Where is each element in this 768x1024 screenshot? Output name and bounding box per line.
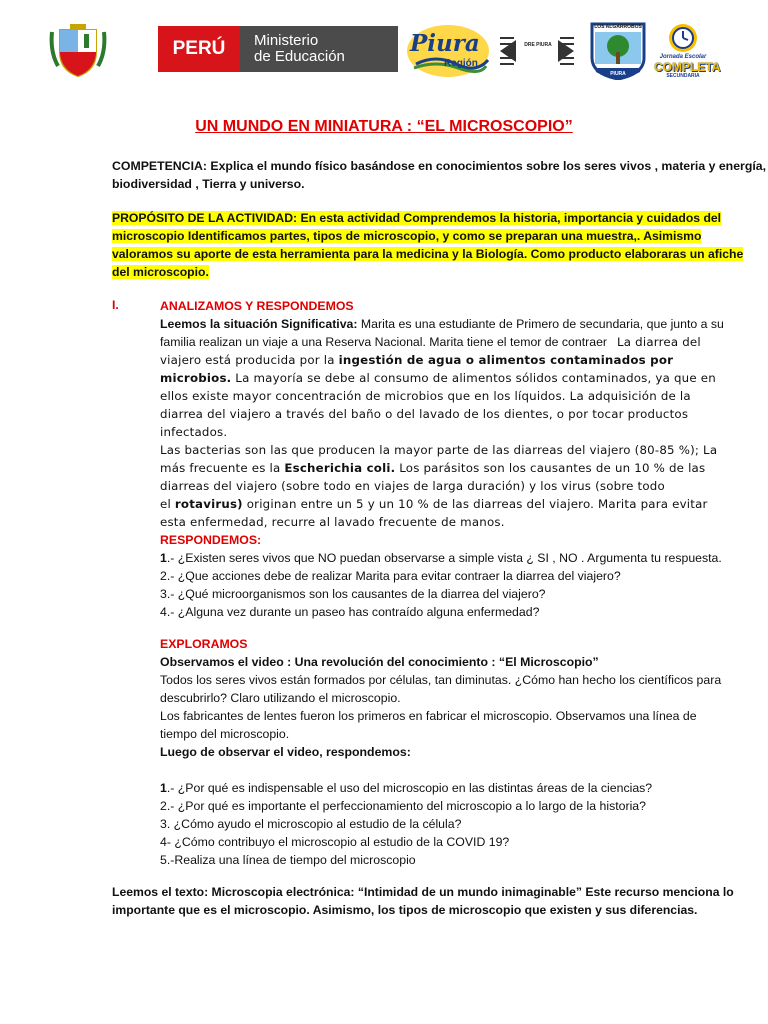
bacterias-line4a: el (160, 497, 175, 511)
bacterias-line3: diarreas del viajero (sobre todo en viajes de larga duración) y los virus (sobre todo (160, 479, 665, 493)
bacterias-line2c: Los parásitos son los causantes de un 10 % de las (395, 461, 706, 475)
competencia-label: COMPETENCIA: (112, 159, 207, 173)
situacion-line4a: microbios. (160, 371, 232, 385)
question-1: .- ¿Existen seres vivos que NO puedan observarse a simple vista ¿ SI , NO . Argumenta tu respuesta. (166, 551, 722, 565)
los-algarrobos-logo (588, 22, 648, 80)
proposito-line3: valoramos su aporte de esta herramienta para la medicina y la Biología. Como producto elaboraras un afiche (112, 247, 744, 261)
explora-line1: Todos los seres vivos están formados por células, tan diminutas. ¿Cómo han hecho los científicos para (160, 673, 722, 687)
proposito-paragraph (112, 209, 744, 281)
exploramos-label: EXPLORAMOS (160, 637, 248, 651)
situacion-line6: diarrea del viajero a través del baño o del lavado de los dientes, o por tocar productos (160, 407, 689, 421)
leemos-paragraph (112, 883, 734, 919)
section-number: I. (112, 298, 119, 312)
peru-coat-of-arms-icon (48, 22, 108, 80)
piura-region-logo (406, 24, 490, 78)
situacion-line3a: viajero está producida por la (160, 353, 339, 367)
situacion-line3b: ingestión de agua o alimentos contaminados por (338, 353, 674, 367)
situacion-line4b: La mayoría se debe al consumo de alimentos sólidos contaminados, ya que en (231, 371, 716, 385)
ministerio-label (240, 26, 398, 72)
ministerio-line2: de Educación (254, 48, 345, 65)
section-body (160, 297, 724, 621)
question-4: 4.- ¿Alguna vez durante un paseo has contraído alguna enfermedad? (160, 605, 540, 619)
video-label: Observamos el video : Una revolución del conocimiento : “El Microscopio” (160, 655, 599, 669)
situacion-line7: infectados. (160, 425, 228, 439)
exploramos-section (160, 635, 720, 869)
bacterias-line1: Las bacterias son las que producen la mayor parte de las diarreas del viajero (80-85 %); La (160, 443, 718, 457)
prompt-4: 4- ¿Cómo contribuyo el microscopio al estudio de la COVID 19? (160, 835, 510, 849)
proposito-line1: PROPÓSITO DE LA ACTIVIDAD: En esta actividad Comprendemos la historia, importancia y cuidados del (112, 211, 722, 225)
proposito-line2: microscopio Identificamos partes, tipos de microscopio, y como se preparan una muestra,. Asimismo (112, 229, 702, 243)
prompt-5: 5.-Realiza una línea de tiempo del microscopio (160, 853, 416, 867)
bacterias-line4b: rotavirus) (174, 497, 243, 511)
respondemos-label: RESPONDEMOS: (160, 533, 262, 547)
piura-sub: Región (444, 58, 478, 69)
competencia-paragraph (112, 157, 766, 193)
situacion-line2a: familia realizan un viaje a una Reserva Nacional. Marita tiene el temor de contraer (160, 335, 608, 349)
page-title: UN MUNDO EN MINIATURA : “EL MICROSCOPIO” (195, 118, 573, 135)
prompt-1: .- ¿Por qué es indispensable el uso del microscopio en las distintas áreas de la ciencias? (166, 781, 653, 795)
header-banner (48, 22, 721, 80)
situacion-line1: Marita es una estudiante de Primero de secundaria, que junto a su (357, 317, 724, 331)
bacterias-line2a: más frecuente es la (160, 461, 285, 475)
leemos-line1: Leemos el texto: Microscopia electrónica: “Intimidad de un mundo inimaginable” Este recurso menciona lo (112, 885, 734, 899)
jornada-escolar-logo (654, 22, 721, 80)
jornada-top: Jornada Escolar (659, 54, 707, 60)
competencia-line1: Explica el mundo físico basándose en conocimientos sobre los seres vivos , materia y energía, (206, 159, 766, 173)
section-heading: ANALIZAMOS Y RESPONDEMOS (160, 299, 354, 313)
dre-piura-logo (494, 28, 580, 74)
luego-label: Luego de observar el video, respondemos: (160, 745, 411, 759)
proposito-line4: del microscopio. (112, 265, 209, 279)
bacterias-line4c: originan entre un 5 y un 10 % de las diarreas del viajero. Marita para evitar (242, 497, 708, 511)
bacterias-line2b: Escherichia coli. (284, 461, 396, 475)
explora-line2: descubrirlo? Claro utilizando el microscopio. (160, 691, 401, 705)
question-3: 3.- ¿Qué microorganismos son los causantes de la diarrea del viajero? (160, 587, 546, 601)
dre-text: DRE PIURA (524, 42, 552, 48)
leemos-line2: importante que es el microscopio. Asimismo, los tipos de microscopio que existen y sus diferencias. (112, 903, 698, 917)
q1-number: 1 (160, 551, 167, 565)
prompt-3: 3. ¿Cómo ayudo el microscopio al estudio de la célula? (160, 817, 462, 831)
ministerio-line1: Ministerio (254, 32, 319, 49)
piura-title: Piura (410, 30, 480, 57)
competencia-line2: biodiversidad , Tierra y universo. (112, 177, 305, 191)
algarrobos-title: LOS ALGARROBOS (594, 24, 642, 30)
algarrobos-bottom: PIURA (610, 71, 626, 77)
jornada-mid: COMPLETA (654, 60, 721, 74)
peru-label: PERÚ (158, 26, 240, 72)
p1-number: 1 (160, 781, 167, 795)
question-2: 2.- ¿Que acciones debe de realizar Marita para evitar contraer la diarrea del viajero? (160, 569, 621, 583)
situacion-label: Leemos la situación Significativa: (160, 317, 358, 331)
bacterias-line5: esta enfermedad, recurre al lavado frecuente de manos. (160, 515, 505, 529)
jornada-bot: SECUNDARIA (666, 73, 700, 79)
situacion-line5: ellos existe mayor concentración de microbios que en los líquidos. La adquisición de la (160, 389, 691, 403)
situacion-line2b: La diarrea del (617, 335, 701, 349)
explora-line3: Los fabricantes de lentes fueron los primeros en fabricar el microscopio. Observamos una línea de (160, 709, 697, 723)
prompt-2: 2.- ¿Por qué es importante el perfeccionamiento del microscopio a lo largo de la historia? (160, 799, 646, 813)
explora-line4: tiempo del microscopio. (160, 727, 290, 741)
